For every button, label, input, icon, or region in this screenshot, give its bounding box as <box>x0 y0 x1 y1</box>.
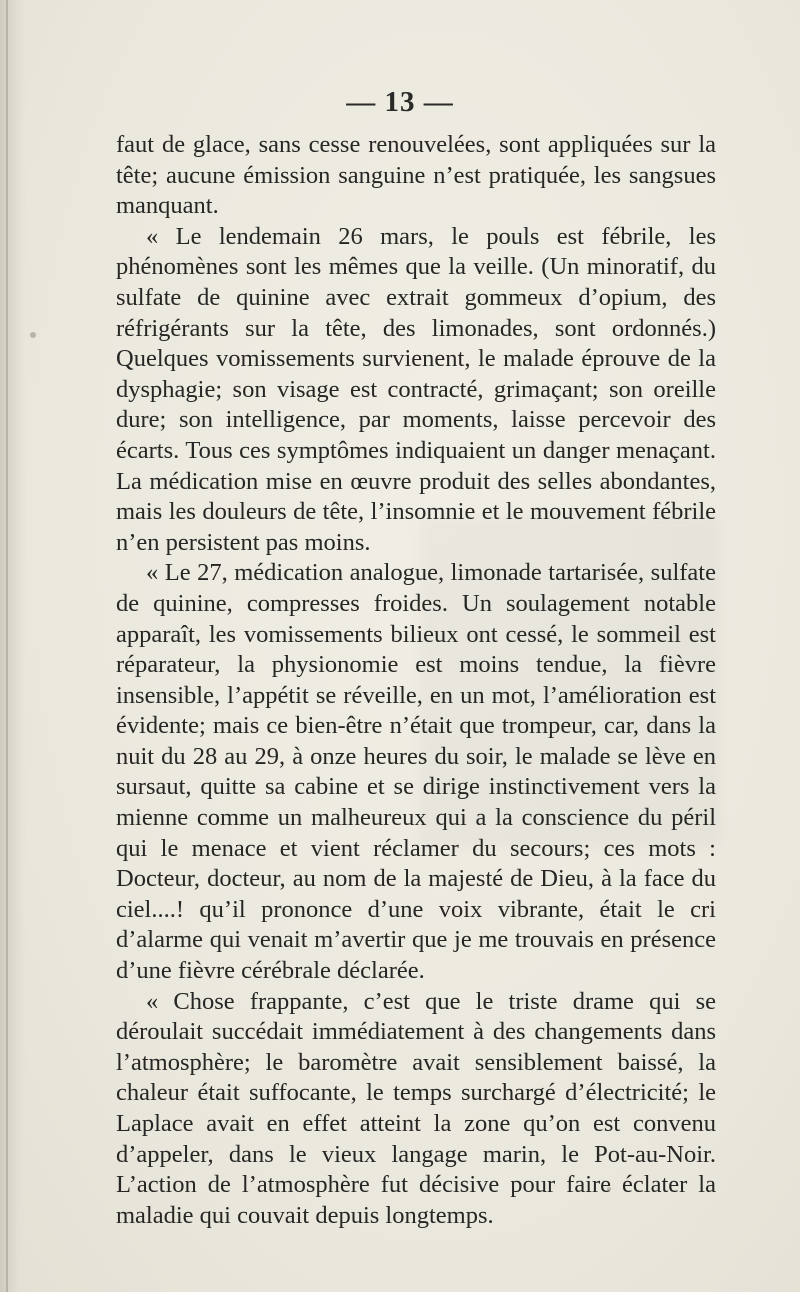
binding-shadow <box>0 0 26 1292</box>
paper-speck <box>30 332 36 338</box>
paragraph: « Chose frappante, c’est que le triste drame qui se déroulait succédait immédiatement à des changements dans l’atmosphère; le baromètre avait sensiblement baissé, la chaleur était suffocante, le temps surchargé d’électricité; le Laplace avait en effet atteint la zone qu’on est convenu d’appeler, dans le vieux langage marin, le Pot-au-Noir. L’action de l’atmosphère fut décisive pour faire éclater la maladie qui couvait depuis longtemps. <box>116 987 716 1229</box>
paragraph: « Le 27, médication analogue, limonade tartarisée, sulfate de quinine, compresses froides. Un soulagement notable apparaît, les vomissements bilieux ont cessé, le sommeil est réparateur, la physionomie est moins tendue, la fièvre insensible, l’appétit se réveille, en un mot, l’amélioration est évidente; mais ce bien-être n’était que trompeur, car, dans la nuit du 28 au 29, à onze heures du soir, le malade se lève en sursaut, quitte sa cabine et se dirige instinctivement vers la mienne comme un malheureux qui a la conscience du péril qui le menace et vient réclamer du secours; ces mots : Docteur, docteur, au nom de la majesté de Dieu, à la face du ciel....! qu’il prononce d’une voix vibrante, était le cri d’alarme qui venait m’avertir que je me trouvais en présence d’une fièvre cérébrale déclarée. <box>116 559 716 985</box>
paragraph: faut de glace, sans cesse renouvelées, sont appliquées sur la tête; aucune émission sanguine n’est pratiquée, les sangsues manquant. <box>116 131 716 220</box>
page-number: — 13 — <box>346 86 454 118</box>
body-text <box>116 130 716 1231</box>
binding-edge <box>6 0 8 1292</box>
paragraph: « Le lendemain 26 mars, le pouls est fébrile, les phénomènes sont les mêmes que la veille. (Un minoratif, du sulfate de quinine avec extrait gommeux d’opium, des réfrigérants sur la tête, des limonades, sont ordonnés.) Quelques vomissements survienent, le malade éprouve de la dysphagie; son visage est contracté, grimaçant; son oreille dure; son intelligence, par moments, laisse percevoir des écarts. Tous ces symptômes indiquaient un danger menaçant. La médication mise en œuvre produit des selles abondantes, mais les douleurs de tête, l’insomnie et le mouvement fébrile n’en persistent pas moins. <box>116 222 716 556</box>
